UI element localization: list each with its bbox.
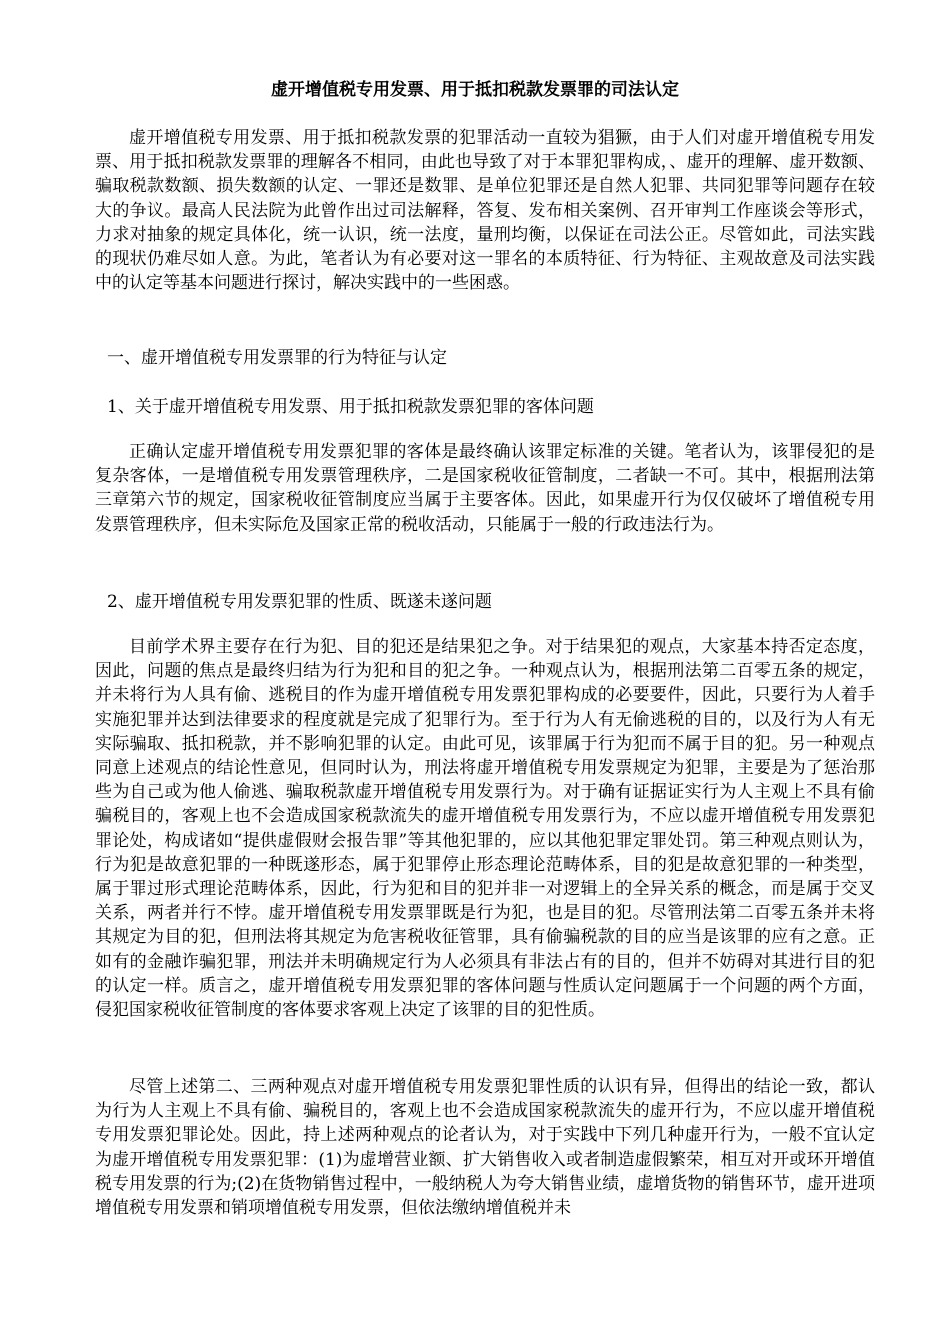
document-title: 虚开增值税专用发票、用于抵扣税款发票罪的司法认定 (271, 80, 679, 100)
subsection-heading-1: 1、关于虚开增值税专用发票、用于抵扣税款发票犯罪的客体问题 (107, 397, 594, 417)
subsection-2-paragraph-continued: 尽管上述第二、三两种观点对虚开增值税专用发票犯罪性质的认识有异，但得出的结论一致，都认为行为人主观上不具有偷、骗税目的，客观上也不会造成国家税款流失的虚开行为，不应以虚开增值税专用发票犯罪论处。因此，持上述两种观点的论者认为，对于实践中下列几种虚开行为，一般不宜认定为虚开增值税专用发票犯罪：(1)为虚增营业额、扩大销售收入或者制造虚假繁荣，相互对开或环开增值税专用发票的行为;(2)在货物销售过程中，一般纳税人为夸大销售业绩，虚增货物的销售环节，虚开进项增值税专用发票和销项增值税专用发票，但依法缴纳增值税并未 (95, 1077, 875, 1219)
subsection-1-paragraph: 正确认定虚开增值税专用发票犯罪的客体是最终确认该罪定标准的关键。笔者认为，该罪侵犯的是复杂客体，一是增值税专用发票管理秩序，二是国家税收征管制度，二者缺一不可。其中，根据刑法第三章第六节的规定，国家税收征管制度应当属于主要客体。因此，如果虚开行为仅仅破坏了增值税专用发票管理秩序，但未实际危及国家正常的税收活动，只能属于一般的行政违法行为。 (95, 442, 875, 535)
intro-paragraph: 虚开增值税专用发票、用于抵扣税款发票的犯罪活动一直较为猖獗，由于人们对虚开增值税专用发票、用于抵扣税款发票罪的理解各不相同，由此也导致了对于本罪犯罪构成，、虚开的理解、虚开数额、骗取税款数额、损失数额的认定、一罪还是数罪、是单位犯罪还是自然人犯罪、共同犯罪等问题存在较大的争议。最高人民法院为此曾作出过司法解释，答复、发布相关案例、召开审判工作座谈会等形式，力求对抽象的规定具体化，统一认识，统一法度，量刑均衡，以保证在司法公正。尽管如此，司法实践的现状仍难尽如人意。为此，笔者认为有必要对这一罪名的本质特征、行为特征、主观故意及司法实践中的认定等基本问题进行探讨，解决实践中的一些困惑。 (95, 128, 875, 294)
subsection-heading-2: 2、虚开增值税专用发票犯罪的性质、既遂未遂问题 (107, 592, 492, 612)
subsection-2-paragraph: 目前学术界主要存在行为犯、目的犯还是结果犯之争。对于结果犯的观点，大家基本持否定态度，因此，问题的焦点是最终归结为行为犯和目的犯之争。一种观点认为，根据刑法第二百零五条的规定，并未将行为人具有偷、逃税目的作为虚开增值税专用发票犯罪构成的必要要件，因此，只要行为人着手实施犯罪并达到法律要求的程度就是完成了犯罪行为。至于行为人有无偷逃税的目的，以及行为人有无实际骗取、抵扣税款，并不影响犯罪的认定。由此可见，该罪属于行为犯而不属于目的犯。另一种观点同意上述观点的结论性意见，但同时认为，刑法将虚开增值税专用发票规定为犯罪，主要是为了惩治那些为自己或为他人偷逃、骗取税款虚开增值税专用发票行为。对于确有证据证实行为人主观上不具有偷骗税目的，客观上也不会造成国家税款流失的虚开增值税专用发票行为，不应以虚开增值税专用发票犯罪论处，构成诸如“提供虚假财会报告罪”等其他犯罪的，应以其他犯罪定罪处罚。第三种观点则认为，行为犯是故意犯罪的一种既遂形态，属于犯罪停止形态理论范畴体系，目的犯是故意犯罪的一种类型，属于罪过形式理论范畴体系，因此，行为犯和目的犯并非一对逻辑上的全异关系的概念，而是属于交叉关系，两者并行不悖。虚开增值税专用发票罪既是行为犯，也是目的犯。尽管刑法第二百零五条并未将其规定为目的犯，但刑法将其规定为危害税收征管罪，具有偷骗税款的目的应当是该罪的应有之意。正如有的金融诈骗犯罪，刑法并未明确规定行为人必须具有非法占有的目的，但并不妨碍对其进行目的犯的认定一样。质言之，虚开增值税专用发票犯罪的客体问题与性质认定问题属于一个问题的两个方面，侵犯国家税收征管制度的客体要求客观上决定了该罪的目的犯性质。 (95, 637, 875, 1021)
section-heading-1: 一、虚开增值税专用发票罪的行为特征与认定 (107, 348, 447, 368)
